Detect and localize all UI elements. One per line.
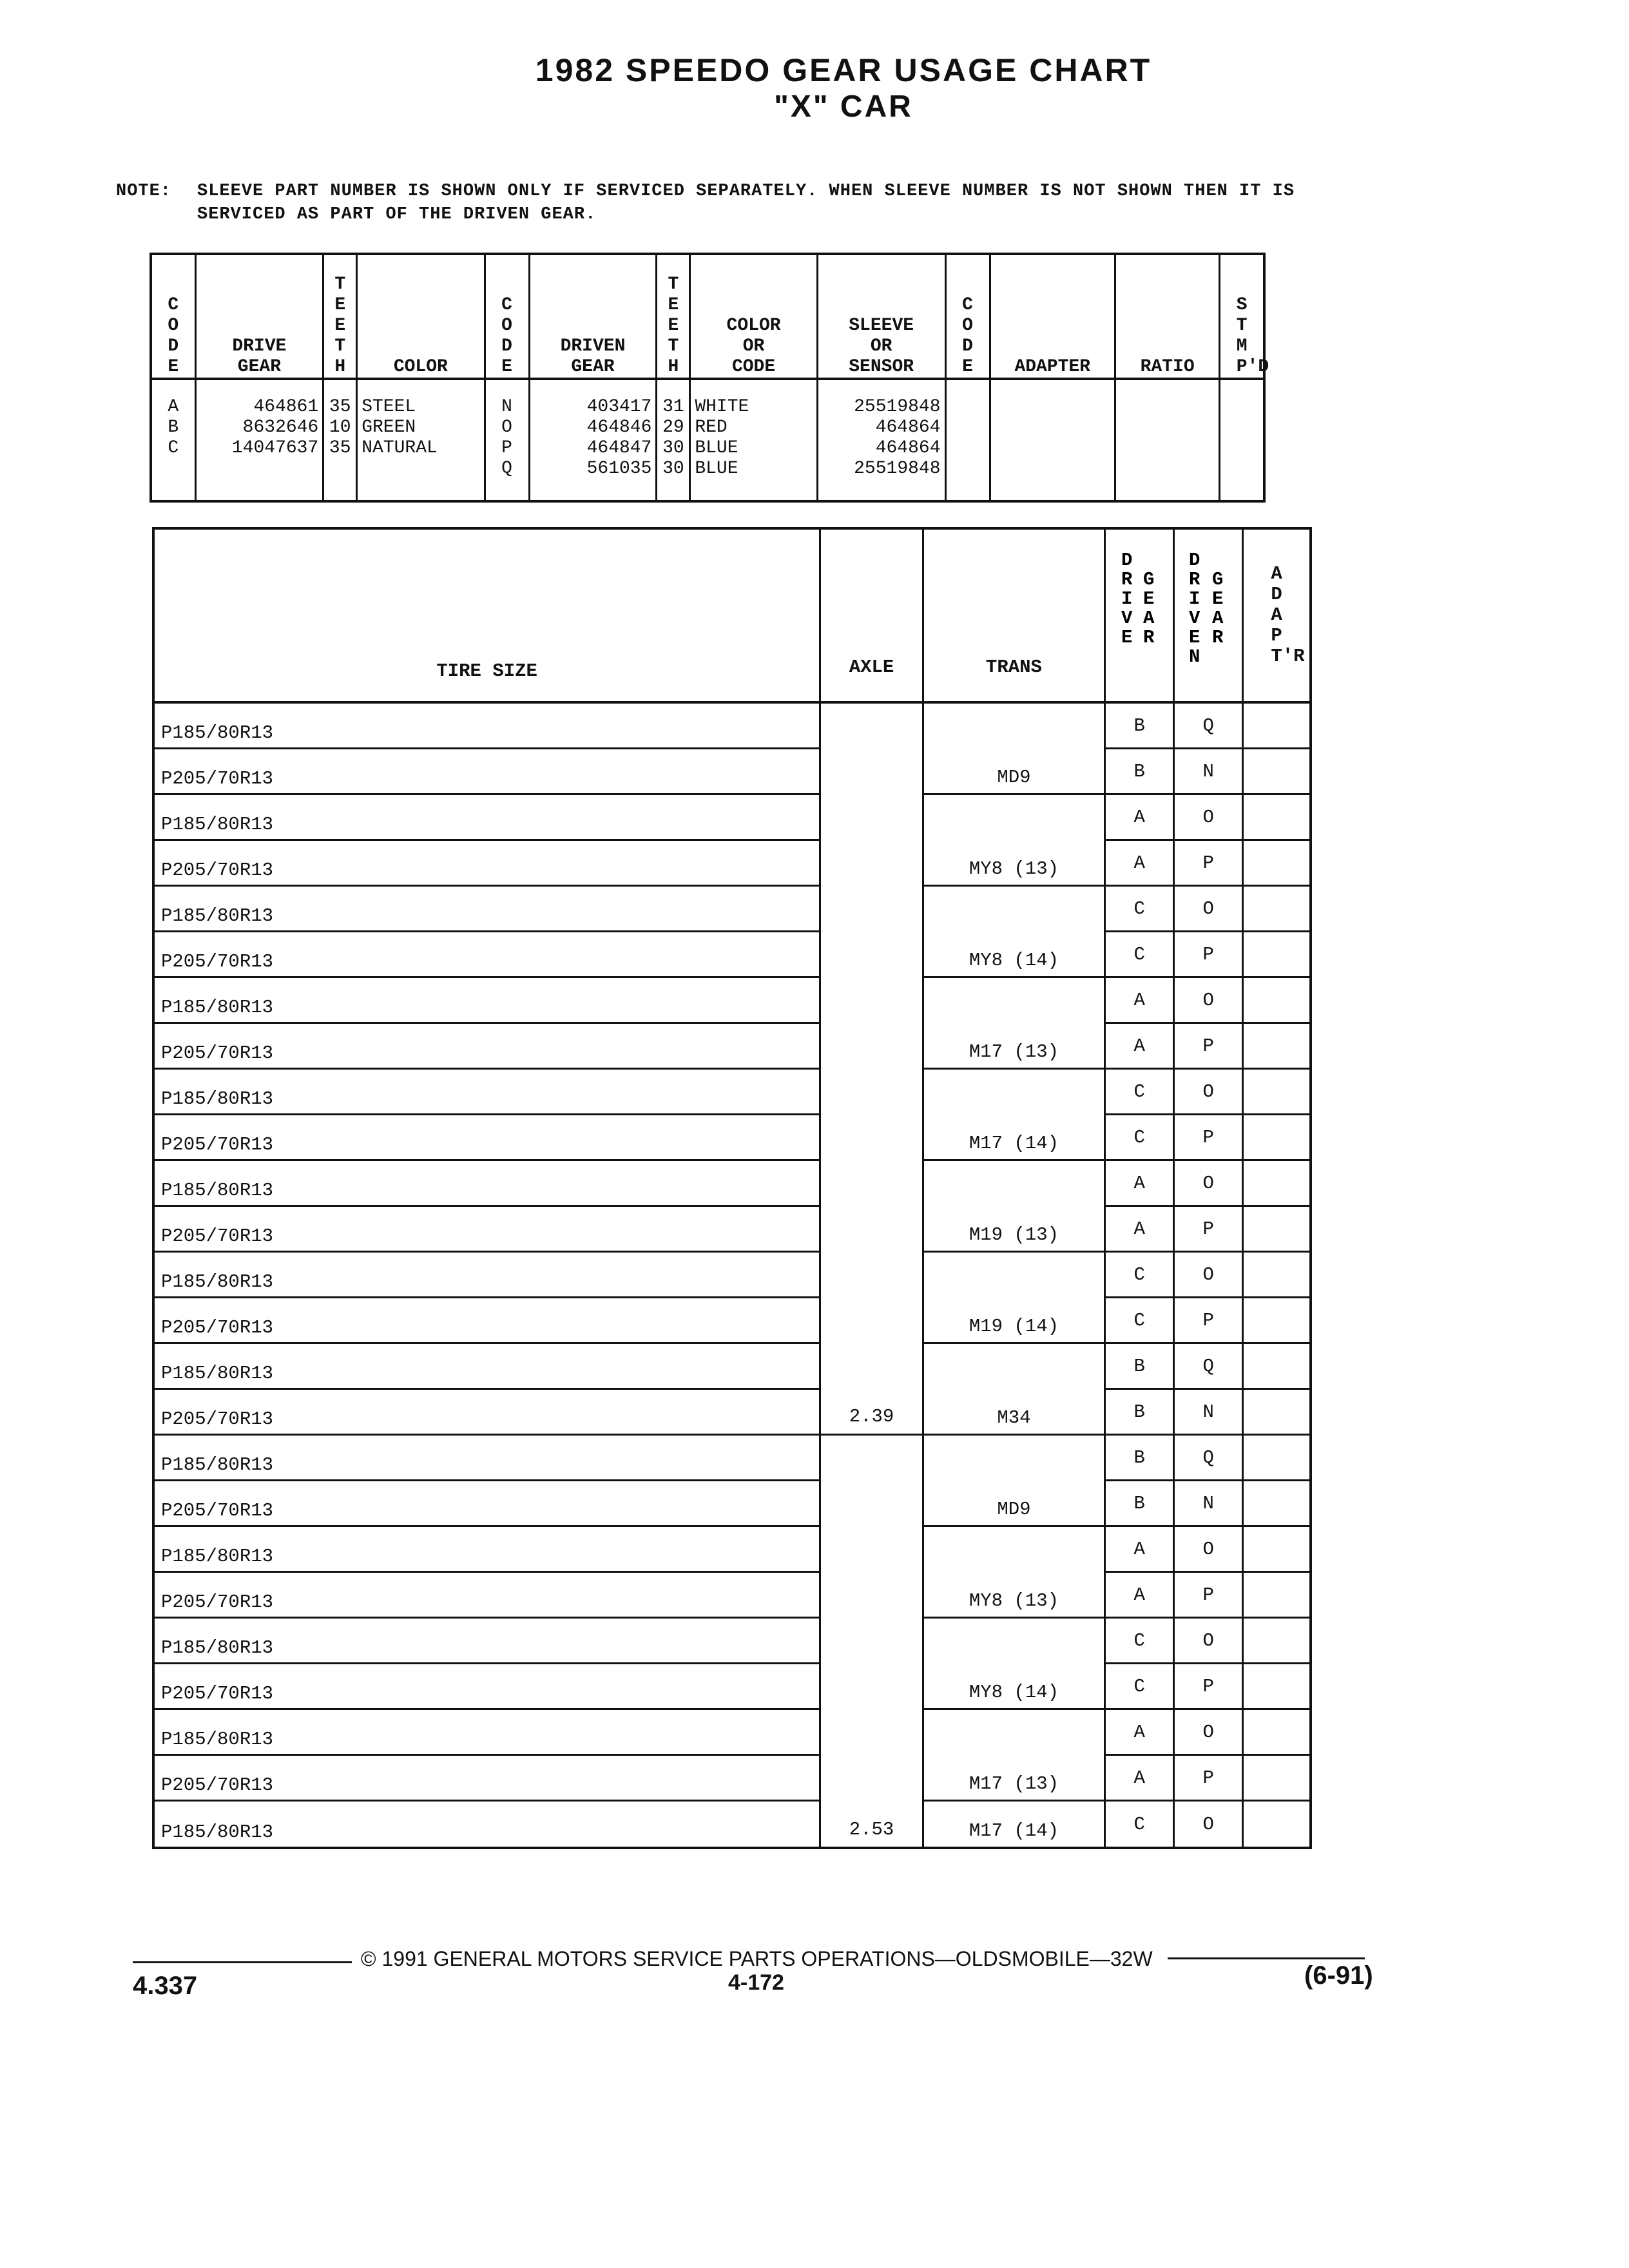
trans-cell: M17 (13) xyxy=(923,1709,1104,1801)
driven-gear-code-cell: Q xyxy=(1174,1343,1243,1389)
table-row xyxy=(153,840,1311,886)
adapter-cell xyxy=(1243,1618,1311,1664)
adapter-code-cell xyxy=(945,379,990,501)
table-row xyxy=(153,1481,1311,1526)
header-color-or-code: COLOR OR CODE xyxy=(690,254,817,379)
header-sleeve-or-sensor: SLEEVE OR SENSOR xyxy=(817,254,945,379)
tire-size-cell: P205/70R13 xyxy=(153,1755,820,1801)
sleeve-cell: 25519848 464864 464864 25519848 xyxy=(817,379,945,501)
driven-gear-code-cell: O xyxy=(1174,1801,1243,1849)
drive-gear-code-cell: C xyxy=(1105,1069,1174,1115)
adapter-cell xyxy=(1243,1160,1311,1206)
driven-gear-vertical-label xyxy=(1177,542,1239,684)
table-row xyxy=(153,1755,1311,1801)
usage-table xyxy=(152,527,1312,1849)
header-code: CODE xyxy=(945,254,990,379)
drive-gear-code-cell: A xyxy=(1105,1206,1174,1252)
driven-gear-code-cell: Q xyxy=(1174,702,1243,749)
note-line-1 xyxy=(116,182,1295,201)
trans-cell: M17 (14) xyxy=(923,1069,1104,1160)
trans-cell: M17 (14) xyxy=(923,1801,1104,1849)
drive-gear-code-cell: A xyxy=(1105,1709,1174,1755)
table-row xyxy=(153,932,1311,977)
drive-gear-vertical-label xyxy=(1108,542,1170,684)
driven-gear-code-cell: P xyxy=(1174,1572,1243,1618)
adapter-cell xyxy=(1243,1115,1311,1160)
stamped-cell xyxy=(1220,379,1264,501)
trans-cell: M34 xyxy=(923,1343,1104,1435)
page-subtitle: "X" CAR xyxy=(774,90,913,124)
ratio-cell xyxy=(1115,379,1219,501)
adapter-cell xyxy=(1243,1343,1311,1389)
adapter-cell xyxy=(1243,1709,1311,1755)
tire-size-cell: P205/70R13 xyxy=(153,1572,820,1618)
trans-cell: MD9 xyxy=(923,702,1104,794)
drive-gear-code-cell: C xyxy=(1105,932,1174,977)
drive-gear-cell: 464861 8632646 14047637 xyxy=(195,379,323,501)
tire-size-cell: P205/70R13 xyxy=(153,1023,820,1069)
driven-gear-code-cell: P xyxy=(1174,840,1243,886)
header-drive-gear: DRIVE GEAR xyxy=(195,254,323,379)
driven-gear-code-cell: P xyxy=(1174,1023,1243,1069)
drive-gear-code-cell: A xyxy=(1105,794,1174,840)
footer-rule-left xyxy=(133,1961,352,1963)
gear-label: G E A R xyxy=(1143,568,1155,648)
adapter-cell xyxy=(1243,1801,1311,1849)
driven-color-cell: WHITE RED BLUE BLUE xyxy=(690,379,817,501)
trans-cell: MY8 (14) xyxy=(923,1618,1104,1709)
table-row xyxy=(153,749,1311,794)
table-row xyxy=(153,1389,1311,1435)
table-row xyxy=(153,1572,1311,1618)
adapter-cell xyxy=(1243,1298,1311,1343)
trans-cell: M19 (14) xyxy=(923,1252,1104,1343)
drive-gear-code-cell: C xyxy=(1105,1298,1174,1343)
axle-cell: 2.39 xyxy=(820,702,923,1435)
tire-size-cell: P185/80R13 xyxy=(153,794,820,840)
header-stamped: STMP'D xyxy=(1220,254,1264,379)
driven-gear-code-cell: O xyxy=(1174,977,1243,1023)
driven-gear-code-cell: O xyxy=(1174,1069,1243,1115)
drive-gear-code-cell: A xyxy=(1105,1160,1174,1206)
tire-size-cell: P185/80R13 xyxy=(153,1160,820,1206)
drive-gear-code-cell: B xyxy=(1105,1435,1174,1481)
adapter-cell xyxy=(1243,886,1311,932)
tire-size-cell: P205/70R13 xyxy=(153,840,820,886)
table-row xyxy=(153,1069,1311,1115)
tire-size-cell: P185/80R13 xyxy=(153,1252,820,1298)
drive-gear-code-cell: C xyxy=(1105,1115,1174,1160)
table-row xyxy=(153,1023,1311,1069)
driven-gear-code-cell: P xyxy=(1174,1115,1243,1160)
drive-gear-code-cell: B xyxy=(1105,749,1174,794)
tire-size-cell: P185/80R13 xyxy=(153,1526,820,1572)
tire-size-cell: P185/80R13 xyxy=(153,1069,820,1115)
trans-cell: M17 (13) xyxy=(923,977,1104,1069)
drive-gear-code-cell: A xyxy=(1105,1023,1174,1069)
driven-gear-code-cell: N xyxy=(1174,1389,1243,1435)
tire-size-cell: P185/80R13 xyxy=(153,702,820,749)
trans-cell: MY8 (13) xyxy=(923,1526,1104,1618)
adapter-cell xyxy=(990,379,1115,501)
tire-size-cell: P205/70R13 xyxy=(153,1481,820,1526)
gear-reference-table xyxy=(149,253,1269,503)
drive-gear-code-cell: A xyxy=(1105,1572,1174,1618)
drive-gear-code-cell: C xyxy=(1105,1252,1174,1298)
adapter-cell xyxy=(1243,977,1311,1023)
driven-gear-code-cell: Q xyxy=(1174,1435,1243,1481)
drive-gear-code-cell: B xyxy=(1105,702,1174,749)
driven-gear-code-cell: O xyxy=(1174,886,1243,932)
header-trans: TRANS xyxy=(923,528,1104,702)
driven-gear-cell: 403417 464846 464847 561035 xyxy=(529,379,657,501)
usage-table-body xyxy=(153,702,1311,1848)
header-teeth: TEETH xyxy=(323,254,357,379)
adapter-cell xyxy=(1243,702,1311,749)
note-label: NOTE: xyxy=(116,182,172,201)
adapter-cell xyxy=(1243,1023,1311,1069)
table-row xyxy=(153,1252,1311,1298)
adapter-cell xyxy=(1243,1389,1311,1435)
header-code: CODE xyxy=(151,254,195,379)
header-axle: AXLE xyxy=(820,528,923,702)
driven-gear-code-cell: O xyxy=(1174,794,1243,840)
table-row xyxy=(153,1206,1311,1252)
drive-gear-code-cell: A xyxy=(1105,1755,1174,1801)
driven-gear-code-cell: O xyxy=(1174,1252,1243,1298)
adapter-cell xyxy=(1243,1755,1311,1801)
trans-cell: M19 (13) xyxy=(923,1160,1104,1252)
drive-gear-code-cell: C xyxy=(1105,1801,1174,1849)
adapter-cell xyxy=(1243,1069,1311,1115)
header-tire-size: TIRE SIZE xyxy=(153,528,820,702)
table-row xyxy=(153,1618,1311,1664)
adapter-cell xyxy=(1243,1206,1311,1252)
drive-gear-code-cell: A xyxy=(1105,1526,1174,1572)
driven-code-cell: N O P Q xyxy=(485,379,529,501)
tire-size-cell: P205/70R13 xyxy=(153,1298,820,1343)
driven-gear-code-cell: O xyxy=(1174,1526,1243,1572)
table-row xyxy=(153,1664,1311,1709)
trans-cell: MY8 (14) xyxy=(923,886,1104,977)
tire-size-cell: P205/70R13 xyxy=(153,749,820,794)
tire-size-cell: P185/80R13 xyxy=(153,1435,820,1481)
tire-size-cell: P205/70R13 xyxy=(153,1664,820,1709)
adapter-cell xyxy=(1243,1252,1311,1298)
table-row xyxy=(153,1526,1311,1572)
table-row xyxy=(153,1801,1311,1849)
axle-cell: 2.53 xyxy=(820,1435,923,1849)
driven-gear-code-cell: P xyxy=(1174,1755,1243,1801)
adapter-cell xyxy=(1243,840,1311,886)
drive-gear-code-cell: B xyxy=(1105,1481,1174,1526)
adapter-cell xyxy=(1243,1481,1311,1526)
note-text-1: SLEEVE PART NUMBER IS SHOWN ONLY IF SERVICED SEPARATELY. WHEN SLEEVE NUMBER IS NOT SHOWN THEN IT IS xyxy=(197,182,1295,201)
header-driven-gear xyxy=(1174,528,1243,702)
drive-gear-code-cell: A xyxy=(1105,840,1174,886)
adapter-cell xyxy=(1243,794,1311,840)
driven-gear-code-cell: O xyxy=(1174,1709,1243,1755)
footer-copyright: © 1991 GENERAL MOTORS SERVICE PARTS OPERATIONS—OLDSMOBILE—32W xyxy=(361,1947,1153,1970)
page-title: 1982 SPEEDO GEAR USAGE CHART xyxy=(535,52,1152,88)
driven-label: D R I V E N xyxy=(1189,549,1200,668)
tire-size-cell: P205/70R13 xyxy=(153,1389,820,1435)
adapter-cell xyxy=(1243,1435,1311,1481)
page-number-center: 4-172 xyxy=(728,1970,784,1995)
drive-gear-code-cell: B xyxy=(1105,1343,1174,1389)
driven-gear-code-cell: N xyxy=(1174,1481,1243,1526)
table-row xyxy=(153,886,1311,932)
driven-teeth-cell: 31 29 30 30 xyxy=(657,379,690,501)
adapter-cell xyxy=(1243,1526,1311,1572)
gear-label: G E A R xyxy=(1212,568,1224,648)
header-drive-gear xyxy=(1105,528,1174,702)
table-row xyxy=(153,702,1311,749)
table-row xyxy=(153,1435,1311,1481)
drive-teeth-cell: 35 10 35 xyxy=(323,379,357,501)
driven-gear-code-cell: P xyxy=(1174,1664,1243,1709)
tire-size-cell: P205/70R13 xyxy=(153,932,820,977)
page-date-right: (6-91) xyxy=(1304,1961,1373,1990)
tire-size-cell: P185/80R13 xyxy=(153,886,820,932)
adapter-cell xyxy=(1243,749,1311,794)
adapter-cell xyxy=(1243,1572,1311,1618)
note-line-2: SERVICED AS PART OF THE DRIVEN GEAR. xyxy=(197,205,597,224)
drive-label: D R I V E xyxy=(1121,549,1133,648)
table-row xyxy=(153,977,1311,1023)
driven-gear-code-cell: P xyxy=(1174,932,1243,977)
drive-gear-code-cell: C xyxy=(1105,886,1174,932)
table-row xyxy=(153,1115,1311,1160)
driven-gear-code-cell: O xyxy=(1174,1618,1243,1664)
table-row xyxy=(153,1343,1311,1389)
drive-code-cell: A B C xyxy=(151,379,195,501)
driven-gear-code-cell: P xyxy=(1174,1298,1243,1343)
header-adapter: ADAPT'R xyxy=(1243,528,1311,702)
tire-size-cell: P185/80R13 xyxy=(153,1709,820,1755)
adapter-cell xyxy=(1243,932,1311,977)
table-row xyxy=(153,794,1311,840)
header-teeth: TEETH xyxy=(657,254,690,379)
table-row xyxy=(153,1160,1311,1206)
tire-size-cell: P185/80R13 xyxy=(153,1801,820,1849)
tire-size-cell: P185/80R13 xyxy=(153,977,820,1023)
table-row xyxy=(153,1709,1311,1755)
drive-color-cell: STEEL GREEN NATURAL xyxy=(357,379,485,501)
header-color: COLOR xyxy=(357,254,485,379)
header-driven-gear: DRIVEN GEAR xyxy=(529,254,657,379)
driven-gear-code-cell: O xyxy=(1174,1160,1243,1206)
drive-gear-code-cell: B xyxy=(1105,1389,1174,1435)
footer-rule-right xyxy=(1168,1957,1365,1959)
header-ratio: RATIO xyxy=(1115,254,1219,379)
trans-cell: MD9 xyxy=(923,1435,1104,1526)
driven-gear-code-cell: N xyxy=(1174,749,1243,794)
tire-size-cell: P205/70R13 xyxy=(153,1115,820,1160)
trans-cell: MY8 (13) xyxy=(923,794,1104,886)
driven-gear-code-cell: P xyxy=(1174,1206,1243,1252)
drive-gear-code-cell: C xyxy=(1105,1618,1174,1664)
tire-size-cell: P185/80R13 xyxy=(153,1343,820,1389)
adapter-cell xyxy=(1243,1664,1311,1709)
page-number-left: 4.337 xyxy=(133,1972,198,2000)
drive-gear-code-cell: A xyxy=(1105,977,1174,1023)
tire-size-cell: P185/80R13 xyxy=(153,1618,820,1664)
drive-gear-code-cell: C xyxy=(1105,1664,1174,1709)
tire-size-cell: P205/70R13 xyxy=(153,1206,820,1252)
header-adapter: ADAPTER xyxy=(990,254,1115,379)
table-row xyxy=(153,1298,1311,1343)
header-code: CODE xyxy=(485,254,529,379)
